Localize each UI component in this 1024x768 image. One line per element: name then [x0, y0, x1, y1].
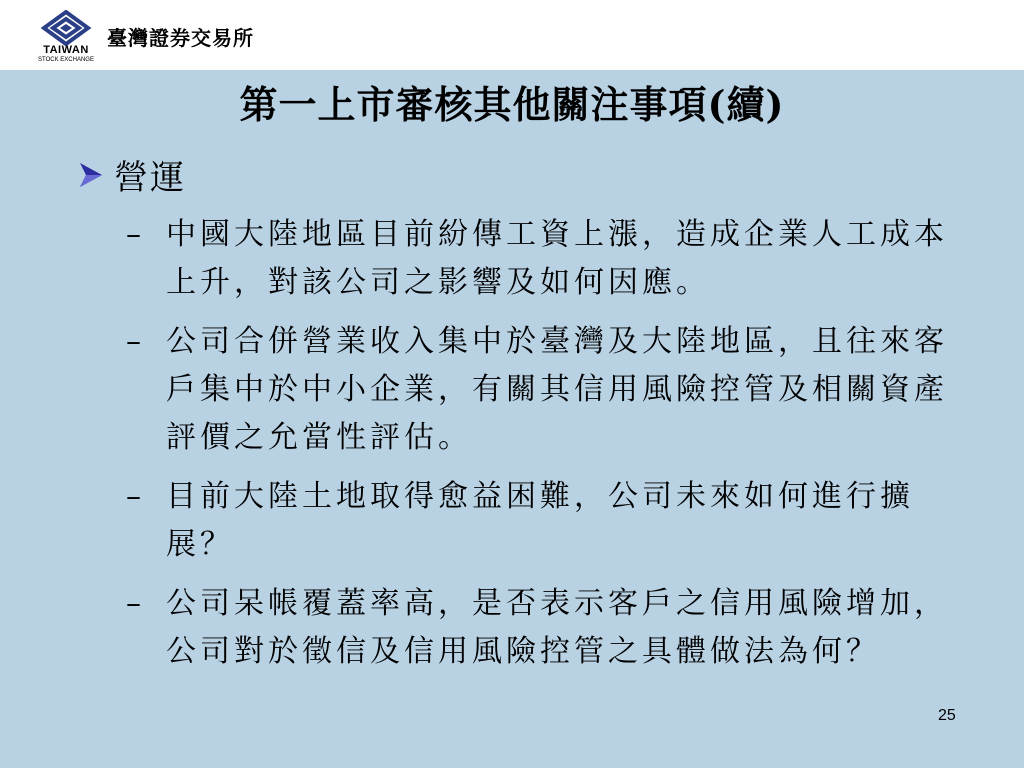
dash-bullet: – [126, 479, 141, 514]
list-item [126, 211, 966, 307]
list-item [126, 580, 966, 676]
dash-bullet: – [126, 586, 141, 621]
slide-title: 第一上市審核其他關注事項(續) [239, 82, 785, 127]
dash-bullet: – [126, 217, 141, 252]
list-item [126, 473, 966, 569]
list-item-text: 中國大陸地區目前紛傳工資上漲，造成企業人工成本上升，對該公司之影響及如何因應。 [166, 217, 948, 300]
list-item-text: 公司呆帳覆蓋率高，是否表示客戶之信用風險增加，公司對於徵信及信用風險控管之具體做法為何？ [166, 586, 948, 669]
page-number: 25 [938, 707, 956, 724]
bullet-heading-text: 營運 [114, 158, 186, 198]
dash-bullet: – [126, 324, 141, 359]
logo-subtext: STOCK EXCHANGE [38, 57, 94, 63]
sub-item-list [126, 211, 966, 687]
list-item-text: 目前大陸土地取得愈益困難，公司未來如何進行擴展？ [166, 479, 914, 562]
list-item-text: 公司合併營業收入集中於臺灣及大陸地區，且往來客戶集中於中小企業，有關其信用風險控管及相關資產評價之允當性評估。 [166, 324, 948, 455]
list-item [126, 318, 966, 462]
org-name: 臺灣證券交易所 [107, 26, 254, 50]
bullet-heading [78, 150, 186, 199]
arrow-bullet-icon [78, 161, 104, 189]
logo-text: TAIWAN [43, 44, 89, 56]
